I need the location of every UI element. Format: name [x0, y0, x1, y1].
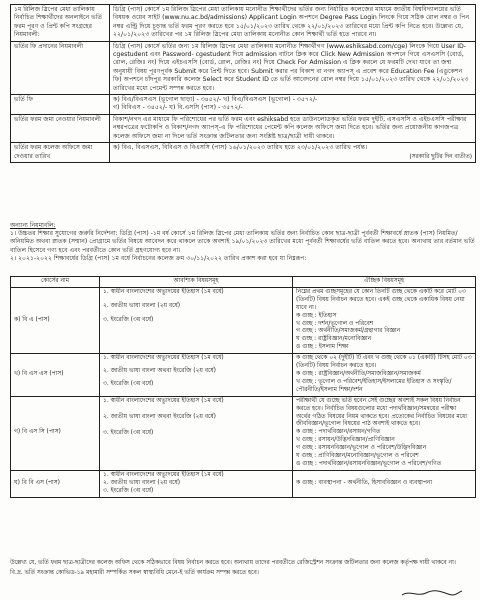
table-row: [11, 5, 476, 42]
subject-item: ঙ গুচ্ছ : পদার্থবিজ্ঞান/রসায়নবিজ্ঞান/ভূগোল ও পরিবেশ/গণিত: [296, 460, 442, 467]
row-content: [110, 143, 476, 163]
subject-item: নিম্নের প্রথম গুচ্ছসমূহের যে কোন তিনটি গুচ্ছ থেকে একটি করে মোট ০৩ (তিনটি) বিষয় নির্বাচন করতে হবে। একই গুচ্ছ থেকে একাধিক বিষয় নেয়া যাবে না।: [296, 288, 466, 311]
row-content: ক) বিএ/বিএসএস (ভূগোল ছাড়া) - ৩৪৫২/- খ) বিএ/বিএসএস (ভূগোল) - ৩৫৭২/- গ) বিবিএস - ৩৪৫২/- ঘ) বি.এসসি (পাস) - ৩৫৭২/-: [110, 95, 476, 115]
table-row: [11, 470, 476, 497]
subject-item: ৩. ইংরেজি (৩য় বর্ষে): [103, 429, 154, 436]
subject-item: ক গুচ্ছ : ইতিহাস: [296, 312, 337, 319]
holiday-note: (সরকারি ছুটির দিন ব্যতীত): [409, 153, 472, 160]
row-content: বিকাশ/নগদ এর মাধ্যমে ফি পরিশোধের পর ভর্তি ফরম এবং eshiksabd হতে ডাউনলোডকৃত ভর্তির ফরম দুইটি, এসএসসি ও এইচএসসি পরীক্ষার নম্বরপত্রের ফটোকপি ও বিকাশ/নগদ অ্যাপস্-এ ফি পরিশোধের পেমেন্ট কপি কলেজ অফিসে জমা দিতে হবে। ভর্তির জন্য প্রয়োজনীয় কাগজপত্র কলেজ অফিসে জমা না দিলে ভর্তি সংক্রান্ত জটিলতার জন্য সংশ্লিষ্ট ছাত্র/ছাত্রী দায়ী থাকবে।: [110, 114, 476, 142]
table-row: [11, 95, 476, 115]
subject-item: ২. জাতীয় ভাষা বাংলা (২য় বর্ষে): [103, 302, 181, 309]
admission-table: [10, 4, 476, 163]
optional-subjects: [293, 354, 476, 397]
subject-item: ঘ গুচ্ছ : রাষ্ট্রবিজ্ঞান/মনোবিজ্ঞান: [296, 336, 372, 343]
column-header: কোর্সের নাম: [11, 277, 100, 288]
subject-item: গ গুচ্ছ : রসায়নবিজ্ঞান/ভূগোল ও পরিবেশ/উদ্ভিদবিজ্ঞান: [296, 445, 427, 452]
course-name: গ) বি এস সি (পাস): [11, 396, 100, 470]
subject-item: ১. স্বাধীন বাংলাদেশের অভ্যুদয়ের ইতিহাস (১ম বর্ষে): [103, 288, 224, 295]
subject-item: ২. জাতীয় ভাষা বাংলা (২য় বর্ষে): [103, 479, 181, 486]
optional-subjects: [293, 470, 476, 497]
footer-note: বি.দ্র. ভর্তি সংক্রান্ত কোভিড-১৯ মহামারী সম্পর্কিত সকল স্বাস্থ্যবিধি মেনে-ই ভর্তি কার্যক্রম সম্পন্ন করতে হবে।: [10, 569, 259, 576]
subject-item: ১. স্বাধীন বাংলাদেশের অভ্যুদয়ের ইতিহাস (১ম বর্ষে): [103, 397, 224, 404]
row-label: ভর্তির ফরম কলেজ অফিসে জমা দেওয়ার তারিখ: [11, 143, 110, 163]
table-header-row: [11, 277, 476, 288]
subject-item: খ গুচ্ছ : রসায়ন/উদ্ভিদবিজ্ঞান/প্রাণিবিজ্ঞান: [296, 437, 395, 444]
other-rules-heading: অন্যান্য নিয়মাবলি:: [10, 222, 56, 229]
row-label: ভর্তি ফি: [11, 95, 110, 115]
optional-subjects: [293, 396, 476, 470]
subject-item: ২. জাতীয় ভাষা বাংলা অথবা ইংরেজি (২য় বর্ষে): [103, 368, 216, 375]
rule-item: ১। উচ্চতর শিক্ষার সুযোগের জরুরি নির্দেশনা: ডিগ্রি (পাস) -১ম বর্ষ কোর্সে ১ম রিলিজ স্লিপের মেধা তালিকায় ভর্তির জন্য নির্বাচিত কোন ছাত্র-ছাত্রী পূর্ববর্তী শিক্ষাবর্ষে স্নাতক (পাস) নিয়মিত/অনিয়মিত অথবা স্নাতক (সম্মান) প্রোগ্রামে ভর্তির বিষয়ে আবেদন করে থাকলে তাকে অবশ্যই ১৯/০১/২০২৩ তারিখের মধ্যে পূর্ববর্তী শিক্ষাবর্ষের ভর্তি বাতিল করতে হবে। অন্যথায় তার বর্তমান ভর্তি বাতিল হিসেবে গণ্য হবে এবং পরবর্তীতে কোন ভর্তি গ্রহণযোগ্য হবে না।: [10, 230, 475, 254]
row-content: ডিগ্রি (পাস) কোর্সে ১ম রিলিজ স্লিপের মেধা তালিকায় মনোনীত শিক্ষার্থীদের ভর্তির জন্য নির্ধারিত কলেজের মাধ্যমে জাতীয় বিশ্ববিদ্যালয়ের ভর্তি বিষয়ক ওয়েব সাইট (www.nu.ac.bd/admissions) Applicant Login অপশনে Degree Pass Login লিংকে গিয়ে সঠিক রোল নম্বর ও পিন নম্বর এন্ট্রি দিয়ে চূড়ান্ত ভর্তি ফরম পূরণ করতে হবে ১৫/০১/২০২৩ তারিখ থেকে ২২/০১/২০২৩ তারিখের মধ্যে প্রিন্ট কপি নিতে হবে। উল্লেখ্য যে, ২২/০১/২০২৩ তারিখের পর ১ম রিলিজ স্লিপের মেধা তালিকায় মনোনীত কোন শিক্ষার্থী ভর্তি হতে পারবে না।: [110, 5, 476, 42]
table-row: [11, 114, 476, 142]
column-header: আবশ্যিক বিষয়সমূহ: [100, 277, 293, 288]
subject-item: ৩. ইংরেজি (৩য় বর্ষে): [103, 487, 154, 494]
other-rules: [10, 222, 476, 263]
compulsory-subjects: [100, 287, 293, 353]
course-name: ক) বি এ (পাস): [11, 287, 100, 353]
subject-item: ৩. ইংরেজি (৩য় বর্ষে): [103, 316, 154, 323]
subject-item: ৩. ইংরেজি (৩য় বর্ষে): [103, 380, 154, 387]
signature-mark: [400, 588, 464, 598]
optional-subjects: [293, 287, 476, 353]
course-name: ঘ) বি বি এস (পাস): [11, 470, 100, 497]
table-row: [11, 396, 476, 470]
subject-item: ১. স্বাধীন বাংলাদেশের অভ্যুদয়ের ইতিহাস (১ম বর্ষে): [103, 355, 224, 362]
subject-item: পরীক্ষার্থী যে গুচ্ছে ভর্তি হবেন সেই গুচ্ছের অবশ্যই সকল বিষয় নির্বাচন করতে হবে। নির্বাচিত বিষয়গুলোর মধ্যে পদার্থবিজ্ঞান/সমন্বয়ের পরীক্ষা অর্থের গঠিত বিষয়ের নিয়ম থাকতে হবে। প্রত্যেকের নির্বাচিত বিষয়ের মধ্যে জীববিজ্ঞান/ভূগোল বিষয়ের পাঠ অবশ্যই থাকতে হবে।: [296, 397, 468, 428]
table-row: [11, 354, 476, 397]
footer-note: উল্লেখ্য যে, ভর্তি ফরম ছাত্র-ছাত্রীদের কলেজ অফিস থেকে সঠিকভাবে বিষয় নির্বাচন করতে হবে। অন্যথায় তাদের পরবর্তীতে রেজিস্ট্রেশন সংক্রান্ত জটিলতার জন্য কলেজ কর্তৃপক্ষ দায়ী থাকবে না।: [10, 560, 456, 566]
subject-item: ঙ গুচ্ছ : ইসলাম শিক্ষা: [296, 344, 349, 351]
course-name: খ) বি এস এস (পাস): [11, 354, 100, 397]
row-label: ভর্তির ফরম জমা নেওয়ার নিয়মাবলী: [11, 114, 110, 142]
subject-item: খ গুচ্ছ : দর্শন/ভূগোল ও পরিবেশ: [296, 320, 374, 327]
subject-item: ১. স্বাধীন বাংলাদেশের অভ্যুদয়ের ইতিহাস (১ম বর্ষে): [103, 471, 224, 478]
subjects-table: [10, 276, 476, 498]
compulsory-subjects: [100, 354, 293, 397]
subject-item: ক গুচ্ছ থেকে ০২ (দুইটি) টি এবং খ গুচ্ছ থেকে ০১ (একটি) টিসহ মোট ০৩ (তিনটি) বিষয় নির্বাচন করতে হবে।: [296, 355, 472, 370]
row-label: ভর্তির ফি প্রদানের নিয়মাবলী: [11, 41, 110, 94]
table-row: [11, 143, 476, 163]
table-row: [11, 41, 476, 94]
compulsory-subjects: [100, 470, 293, 497]
row-label: ১ম রিলিজ স্লিপের মেধা তালিকায় নির্বাচিত শিক্ষার্থীদের অনলাইনে ভর্তি ফরম পূরণ ও প্রিন্ট কপি সংগ্রহের নিয়মাবলী:: [11, 5, 110, 42]
column-header: ঐচ্ছিক বিষয়সমূহ: [293, 277, 476, 288]
subject-item: ক গুচ্ছ : ব্যবস্থাপনা - অর্থনীতি, হিসাববিজ্ঞান ও ব্যবস্থাপনা: [296, 479, 433, 486]
subject-item: ক গুচ্ছ : পদার্থবিজ্ঞান/রসায়ন/গণিত: [296, 429, 381, 436]
subject-item: খ গুচ্ছ : ভূগোল ও পরিবেশ/ইতিহাস/ইসলামের ইতিহাস ও সংস্কৃতি/পৌরনীতি/ইসলাম শিক্ষা/দর্শন: [296, 378, 452, 393]
rule-item: ২। ২০২১-২০২২ শিক্ষাবর্ষের ডিগ্রি (পাস) ১ম বর্ষে নির্বাচনের কলেজ ক্রম ৩০/১১/২০২২ তারিখ প্রকাশ করা হবে যা নিম্নরূপ:: [10, 254, 307, 262]
subject-item: ক গুচ্ছ : রাষ্ট্রবিজ্ঞান/অর্থনীতি/সমাজবিজ্ঞান/সমাজকর্ম: [296, 370, 421, 377]
row-content: ডিগ্রি (পাস) কোর্সে ভর্তির জন্য ১ম রিলিজ স্লিপের মেধা তালিকায় মনোনীত শিক্ষার্থীগণ (www.eshiksabd.com/cge) লিংকে গিয়ে User ID- cgestudent এবং Password- cgestudent দিয়ে admission বাটনে ক্লিক করে Click New Admission অপশনে গিয়ে এসএসসি (বোর্ড, রোল, রেজিঃ নং) দিয়ে এইচএসসি (বোর্ড, রোল, রেজিঃ নং) দিয়ে Check For Admission এ ক্লিক করলে যে ফরমটি দেখা যাবে তা জন্ম অনুযায়ী বিষয় পূরণপূর্বক Submit করে প্রিন্ট দিতে হবে। Submit করার পর বিকাশ বা নগদ অ্যাপস্ এ প্রবেশ করে Education Fee (এডুকেশন ফি) অপশনে চাঁদপুর সরকারি কলেজ Select করে Student ID তে ভর্তি আবেদনের রোল নম্বর দিয়ে ১৫/০১/২০২৩ তারিখ থেকে ২২/০১/২০২৩ তারিখের মধ্যে পেমেন্ট সম্পন্ন করতে হবে।: [110, 41, 476, 94]
subject-item: ২. জাতীয় ভাষা বাংলা অথবা ইংরেজি (২য় বর্ষে): [103, 413, 216, 420]
submission-dates: ক) বিএ, বিএসএস, বিবিএস ও বিএসসি (পাস) ১৬/০১/২০২৩ তারিখ হতে ২৩/০১/২০২৩ তারিখ পর্যন্ত।: [113, 144, 368, 152]
subject-item: গ গুচ্ছ : অর্থনীতি/সমাজকর্ম/গ্রন্থাগার বিজ্ঞান: [296, 328, 401, 335]
footer-notes: [10, 560, 476, 578]
subject-item: ঘ গুচ্ছ : প্রাণিবিজ্ঞান/মনোবিজ্ঞান/ভূগোল ও পরিবেশ: [296, 453, 419, 460]
compulsory-subjects: [100, 396, 293, 470]
table-row: [11, 287, 476, 353]
